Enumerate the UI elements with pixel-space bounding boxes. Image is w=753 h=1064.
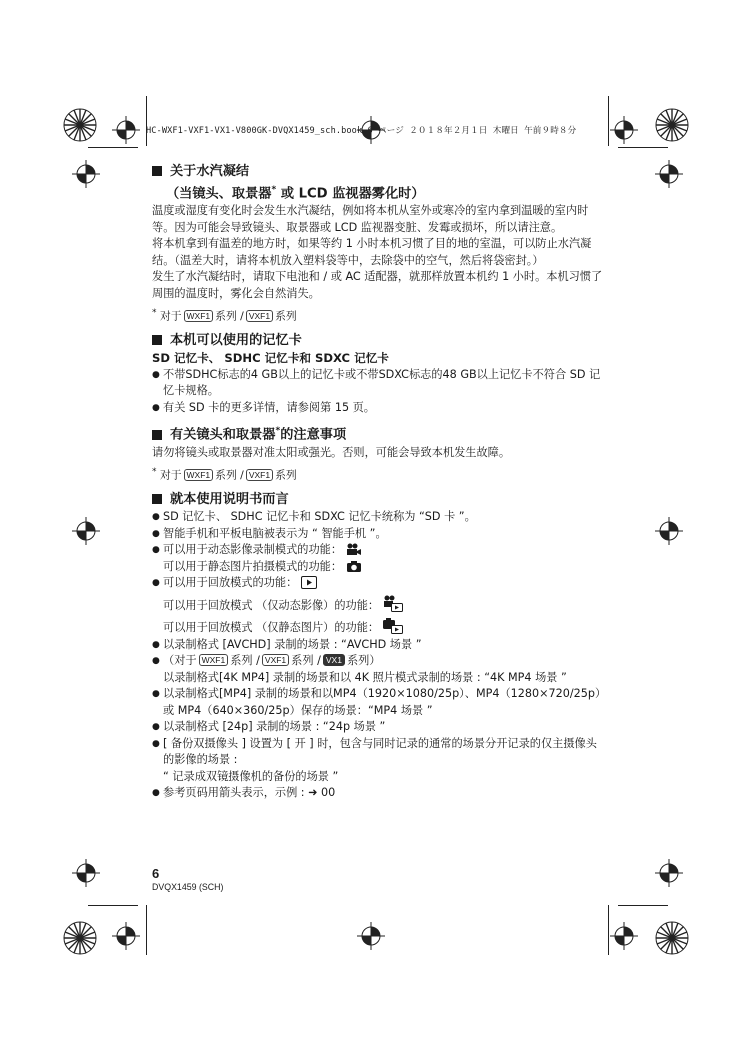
registration-mark-icon (112, 922, 140, 950)
section-title-lens: 有关镜头和取景器*的注意事项 (152, 422, 604, 444)
still-camera-icon (346, 560, 362, 573)
registration-mark-icon (72, 517, 100, 545)
model-tag: WXF1 (199, 654, 229, 666)
registration-mark-icon (357, 922, 385, 950)
footnote: * 对于 WXF1 系列 / VXF1 系列 (152, 308, 297, 323)
section-title-condensation: 关于水汽凝结 (152, 162, 604, 181)
paragraph: 将本机拿到有温差的地方时，如果等约 1 小时本机习惯了目的地的室温，可以防止水汽凝结。（温差大时，请将本机放入塑料袋等中，去除袋中的空气，然后将袋密封。） (152, 237, 592, 267)
square-bullet-icon (152, 494, 162, 504)
model-tag: VXF1 (246, 310, 273, 322)
paragraph: 请勿将镜头或取景器对准太阳或强光。否则，可能会导致本机发生故障。 (152, 445, 511, 459)
list-item: ● 不带SDHC标志的4 GB以上的记忆卡或不带SDXC标志的48 GB以上记忆卡不符合 SD 记忆卡规格。 (152, 367, 604, 400)
square-bullet-icon (152, 335, 162, 345)
square-bullet-icon (152, 166, 162, 176)
registration-mark-icon (112, 116, 140, 144)
page-number: 6 (152, 866, 160, 881)
crop-line (618, 147, 668, 148)
model-tag: VX1 (323, 654, 345, 666)
list-item: ● 以录制格式[MP4] 录制的场景和以MP4（1920×1080/25p）、MP4（1280×720/25p）或 MP4（640×360/25p）保存的场景：“MP4 场景 ” (152, 686, 604, 719)
list-item: ● 可以用于动态影像录制模式的功能： 可以用于静态图片拍摄模式的功能： (152, 542, 604, 575)
square-bullet-icon (152, 430, 162, 440)
crop-line (88, 147, 138, 148)
registration-mark-icon (655, 517, 683, 545)
list-item: ● 智能手机和平板电脑被表示为 “ 智能手机 ”。 (152, 526, 604, 543)
list-item: ● 参考页码用箭头表示，示例 : ➜ 00 (152, 785, 604, 802)
page-body (152, 162, 604, 802)
model-tag: WXF1 (184, 310, 214, 322)
crop-line (146, 905, 147, 955)
paragraph: 发生了水汽凝结时，请取下电池和 / 或 AC 适配器，就那样放置本机约 1 小时。本机习惯了周围的温度时，雾化会自然消失。 (152, 270, 603, 300)
photo-playback-icon (383, 617, 403, 634)
crop-line (88, 905, 138, 906)
list-item: ● [ 备份双摄像头 ] 设置为 [ 开 ] 时，包含与同时记录的通常的场景分开记录的仅主摄像头的影像的场景 : “ 记录成双镜摄像机的备份的场景 ” (152, 736, 604, 786)
color-target-icon (63, 921, 97, 955)
footnote: * 对于 WXF1 系列 / VXF1 系列 (152, 467, 297, 482)
model-tag: WXF1 (184, 469, 214, 481)
model-tag: VXF1 (246, 469, 273, 481)
registration-mark-icon (72, 160, 100, 188)
section-title-manual: 就本使用说明书而言 (152, 490, 604, 509)
paragraph: 温度或湿度有变化时会发生水汽凝结，例如将本机从室外或寒冷的室内拿到温暖的室内时等。因为可能会导致镜头、取景器或 LCD 监视器变脏、发霉或损坏，所以请注意。 (152, 204, 589, 234)
crop-line (608, 905, 609, 955)
section-title-cards: 本机可以使用的记忆卡 (152, 331, 604, 350)
video-camera-icon (346, 543, 362, 556)
video-playback-icon (383, 595, 403, 612)
bullet-list (152, 509, 604, 802)
color-target-icon (655, 108, 689, 142)
list-item: ● 以录制格式 [24p] 录制的场景 : “24p 场景 ” (152, 719, 604, 736)
crop-line (608, 96, 609, 146)
list-item: ● SD 记忆卡、 SDHC 记忆卡和 SDXC 记忆卡统称为 “SD 卡 ”。 (152, 509, 604, 526)
book-header: HC-WXF1-VXF1-VX1-V800GK-DVQX1459_sch.book 6 ページ ２０１８年２月１日 木曜日 午前９時８分 (146, 126, 577, 136)
card-types: SD 记忆卡、 SDHC 记忆卡和 SDXC 记忆卡 (152, 351, 389, 366)
registration-mark-icon (655, 160, 683, 188)
document-code: DVQX1459 (SCH) (152, 882, 224, 892)
list-item: ● 以录制格式 [AVCHD] 录制的场景 : “AVCHD 场景 ” (152, 637, 604, 654)
model-tag: VXF1 (262, 654, 289, 666)
color-target-icon (655, 921, 689, 955)
color-target-icon (63, 108, 97, 142)
bullet-list (152, 367, 604, 417)
list-item: ● 有关 SD 卡的更多详情，请参阅第 15 页。 (152, 400, 604, 417)
list-item: ● 可以用于回放模式的功能： 可以用于回放模式 （仅动态影像）的功能： 可以用于回放模式 （仅静态图片）的功能： (152, 575, 604, 637)
registration-mark-icon (655, 859, 683, 887)
4k-note: 以录制格式[4K MP4] 录制的场景和以 4K 照片模式录制的场景 : “4K MP4 场景 ” (163, 670, 567, 684)
registration-mark-icon (72, 859, 100, 887)
section-subtitle: （当镜头、取景器* 或 LCD 监视器雾化时） (166, 185, 425, 202)
crop-line (618, 905, 668, 906)
list-item: ● （对于 WXF1 系列 / VXF1 系列 / VX1 系列） 以录制格式[4K MP4] 录制的场景和以 4K 照片模式录制的场景 : “4K MP4 场景 ” (152, 653, 604, 686)
registration-mark-icon (610, 922, 638, 950)
crop-line (146, 96, 147, 146)
playback-icon (301, 576, 317, 589)
